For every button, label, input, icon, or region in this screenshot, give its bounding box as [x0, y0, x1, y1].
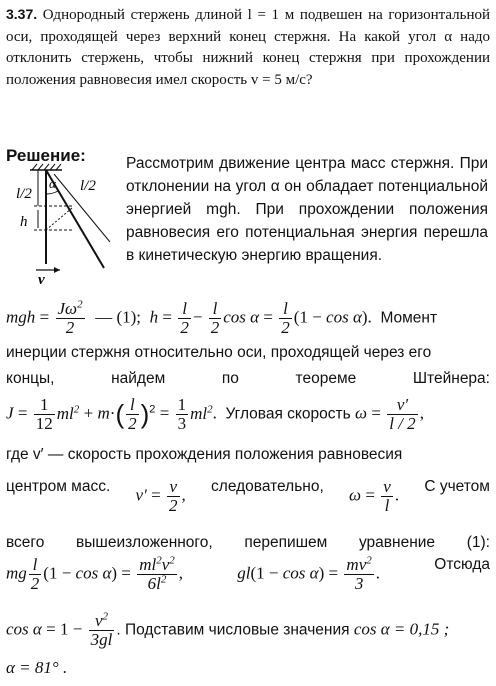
line9-text: . Подставим числовые значения	[116, 621, 350, 639]
line3-word: по	[221, 370, 239, 387]
label-l2-left: l/2	[16, 186, 32, 202]
solution-line-2: инерции стержня относительно оси, проходящей через его	[6, 344, 432, 361]
line6-b: следовательно,	[211, 478, 324, 495]
line8-end: Отсюда	[434, 556, 490, 573]
equation-energy-line: mgh = $\frac{J\omega^2}{2}$ — (1); h = $\frac{l}{2}$ − $\frac{l}{2}$ cos α = $\frac{l}{2}$ (1 − cos α). Момент	[6, 298, 438, 337]
line6-c: С учетом	[424, 478, 490, 495]
line7-word: перепишем	[244, 534, 328, 551]
solution-intro: Рассмотрим движение центра масс стержня. При отклонении на угол α он обладает потенциальной энергией mgh. При прохождении положения равновесия его потенциальная энергия перешла в кинетическую энергию вращения.	[126, 155, 488, 264]
problem-statement	[6, 4, 490, 91]
equation-result-line: cos α = 1 − $\frac{v^2}{3gl}$ . Подставим числовые значения cos α = 0,15 ;	[6, 610, 450, 649]
cm-path	[46, 208, 72, 230]
solution-line-7	[6, 534, 490, 552]
angle-arc	[46, 191, 58, 194]
equation-inertia-line: J = $\frac{1}{12}$ $ml^2 + m\cdot$( $\frac{l}{2}$ )$^2$ = $\frac{1}{3}$ $ml^2$. Угловая скорость ω = $\frac{v'}{l / 2}$ ,	[6, 395, 424, 433]
label-h: h	[20, 214, 28, 230]
cos-value: cos α = 0,15 ;	[353, 619, 450, 639]
solution-line-5: где v′ — скорость прохождения положения равновесия	[6, 446, 403, 463]
line3-word: концы,	[6, 370, 55, 387]
eq1-marker: — (1);	[95, 307, 141, 327]
line3-word: Штейнера:	[412, 370, 490, 387]
equation-velocity-line: центром масс. v′ = $\frac{v}{2}$ , следовательно, ω = $\frac{v}{l}$ . С учетом	[6, 477, 490, 515]
solution-line-3	[6, 370, 490, 388]
velocity-arrowhead	[54, 267, 60, 273]
pendulum-rod-figure	[14, 160, 126, 290]
line3-word: найдем	[111, 370, 166, 387]
line1-text: Момент	[380, 309, 438, 327]
label-v: v	[38, 272, 45, 288]
problem-number: 3.37.	[6, 6, 38, 22]
line6-a: центром масс.	[6, 478, 111, 495]
support-hatching	[32, 164, 61, 170]
problem-text: Однородный стержень длиной l = 1 м подвешен на горизонтальной оси, проходящей через верхний конец стержня. На какой угол α надо отклонить стержень, чтобы нижний конец стержня при прохождении положения равновесия имел скорость v = 5 м/с?	[6, 7, 491, 88]
solution-heading: Решение:	[6, 146, 86, 165]
answer-value: α = 81° .	[6, 658, 68, 677]
line7-word: вышеизложенного,	[76, 534, 213, 551]
line7-word: всего	[6, 534, 45, 551]
equation-rewritten-line: mg $\frac{l}{2}$ (1 − cos α) = $\frac{ml^2v^2}{6l^2}$ , gl(1 − cos α) = $\frac{mv^2}{3}$ . Отсюда	[6, 554, 490, 593]
label-l2-right: l/2	[80, 178, 96, 194]
line3-word: теореме	[295, 370, 357, 387]
label-alpha: α	[49, 176, 56, 191]
final-answer	[6, 658, 490, 678]
line7-word: (1):	[466, 534, 490, 551]
line4-text: Угловая скорость	[225, 405, 351, 423]
line7-word: уравнение	[358, 534, 436, 551]
